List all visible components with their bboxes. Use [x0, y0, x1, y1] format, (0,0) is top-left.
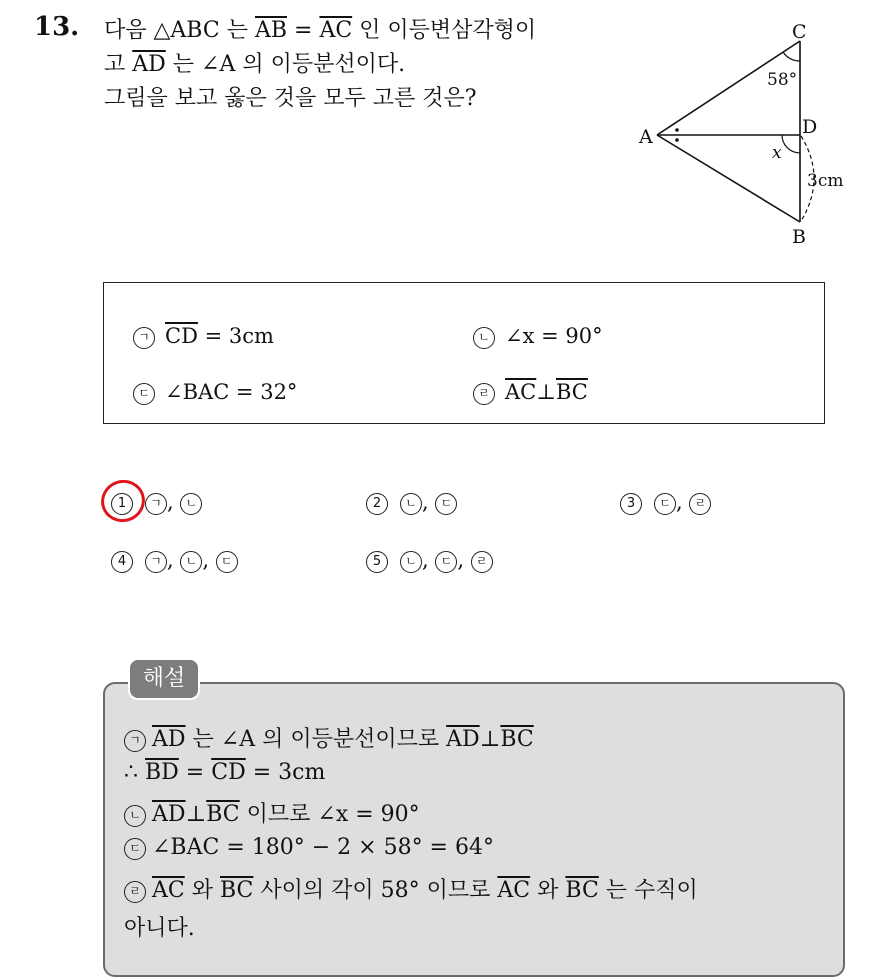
vertex-c-label: C: [792, 21, 807, 43]
solution-tag: 해설: [128, 658, 200, 700]
solution-line-5: ㄹ $\overline{AC}$ 와 $\overline{BC}$ 사이의 각이 58° 이므로 $\overline{AC}$ 와 $\overline{BC}$ 는 수직이: [124, 873, 698, 904]
vertex-b-label: B: [792, 226, 806, 248]
circled-mark: ㄷ: [133, 383, 155, 405]
statement-1: ㄱ $\overline{CD} = 3cm$: [133, 324, 274, 349]
length-bd-label: 3cm: [807, 171, 844, 191]
statement-4: ㄹ $\overline{AC}\perp\overline{BC}$: [473, 380, 588, 405]
circled-mark: ㄱ: [133, 327, 155, 349]
angle-x-label: x: [772, 143, 782, 163]
triangle-figure: [630, 18, 860, 248]
angle-c-label: 58°: [767, 70, 798, 90]
circled-mark: ㄴ: [473, 327, 495, 349]
vertex-d-label: D: [802, 116, 818, 138]
solution-line-3: ㄴ $\overline{AD}\perp\overline{BC}$ 이므로 ∠x = 90°: [124, 797, 420, 828]
vertex-a-label: A: [639, 126, 653, 148]
solution-line-4: ㄷ ∠BAC = 180° − 2 × 58° = 64°: [124, 835, 494, 860]
solution-line-6: 아니다.: [124, 916, 195, 941]
answer-mark-circle: [96, 474, 151, 528]
circled-mark: ㄹ: [473, 383, 495, 405]
question-stem: 다음 △ABC 는 $\overline{AB} = \overline{AC}$ 인 이등변삼각형이 고 $\overline{AD}$ 는 ∠A 의 이등분선이다. 그림을 보고 옳은 것을 모두 고른 것은?: [104, 18, 537, 111]
choice-number: 5: [366, 551, 388, 573]
choice-number: 2: [366, 493, 388, 515]
statement-3: ㄷ ∠BAC = 32°: [133, 380, 297, 405]
solution-line-2: ∴ $\overline{BD} = \overline{CD} = 3cm$: [124, 760, 326, 785]
choice-5[interactable]: 5 ㄴ , ㄷ , ㄹ: [366, 548, 493, 573]
question-number: 13.: [34, 12, 80, 42]
choice-1[interactable]: 1 ㄱ , ㄴ: [111, 490, 202, 515]
choice-2[interactable]: 2 ㄴ , ㄷ: [366, 490, 457, 515]
choice-3[interactable]: 3 ㄷ , ㄹ: [620, 490, 711, 515]
solution-line-1: ㄱ $\overline{AD}$ 는 ∠A 의 이등분선이므로 $\overline{AD}\perp\overline{BC}$: [124, 722, 534, 753]
choice-number: 4: [111, 551, 133, 573]
choice-number: 3: [620, 493, 642, 515]
statement-2: ㄴ ∠x = 90°: [473, 324, 603, 349]
choice-4[interactable]: 4 ㄱ , ㄴ , ㄷ: [111, 548, 238, 573]
choice-number: 1: [111, 493, 133, 515]
